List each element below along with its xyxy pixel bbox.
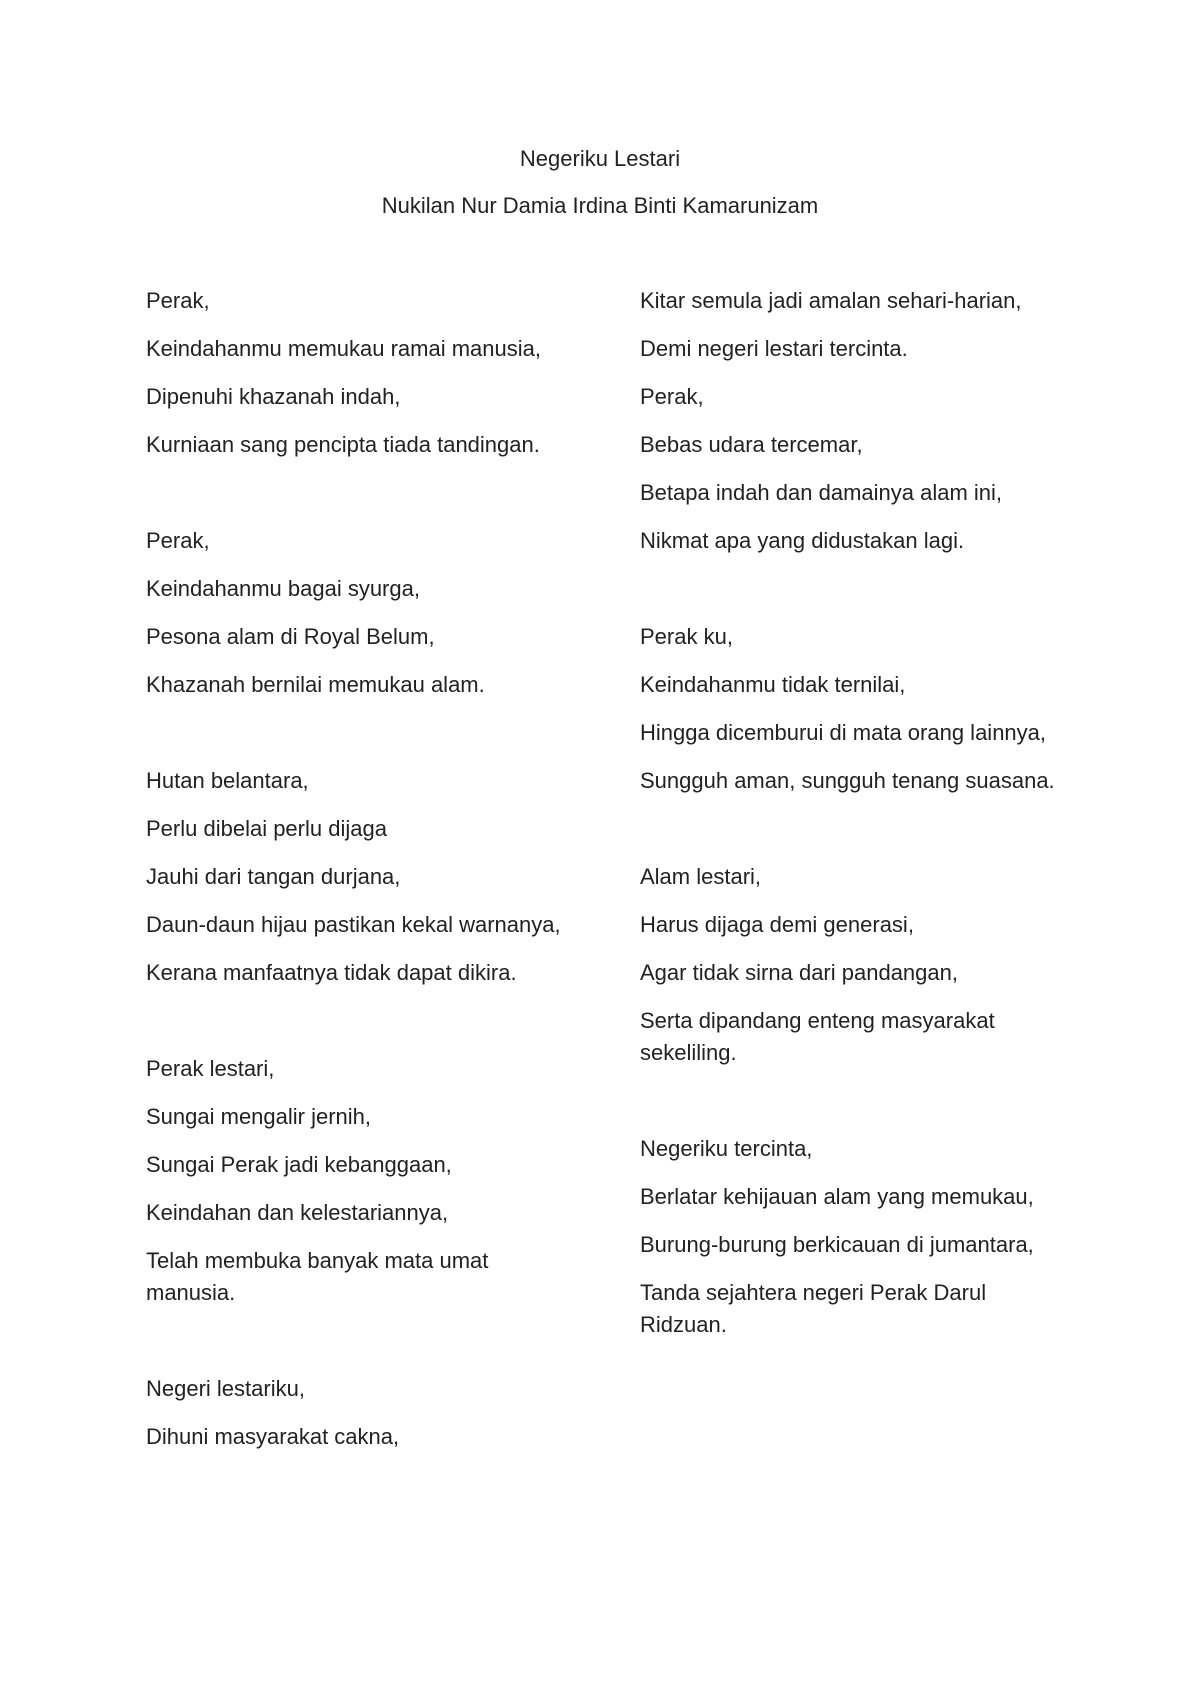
poem-line: Berlatar kehijauan alam yang memukau, [640, 1184, 1034, 1209]
poem-line: Keindahan dan kelestariannya, [146, 1200, 449, 1225]
poem-line: Telah membuka banyak mata umat manusia. [146, 1248, 489, 1305]
poem-column-left [146, 285, 576, 1469]
stanza-gap [146, 1325, 576, 1373]
poem-line: Perak, [146, 528, 210, 553]
poem-line: Harus dijaga demi generasi, [640, 912, 914, 937]
stanza [146, 285, 576, 461]
poem-line: Serta dipandang enteng masyarakat sekeliling. [640, 1008, 995, 1065]
poem-line: Sungai mengalir jernih, [146, 1104, 372, 1129]
poem-line: Kurniaan sang pencipta tiada tandingan. [146, 432, 540, 457]
poem-line: Sungguh aman, sungguh tenang suasana. [640, 768, 1055, 793]
poem-line: Tanda sejahtera negeri Perak Darul Ridzuan. [640, 1280, 987, 1337]
poem-line: Burung-burung berkicauan di jumantara, [640, 1232, 1034, 1257]
poem-title: Negeriku Lestari [519, 146, 681, 171]
author-line: Nukilan Nur Damia Irdina Binti Kamarunizam [381, 193, 819, 218]
poem-line: Jauhi dari tangan durjana, [146, 864, 401, 889]
poem-line: Demi negeri lestari tercinta. [640, 336, 908, 361]
poem-line: Pesona alam di Royal Belum, [146, 624, 435, 649]
poem-line: Perlu dibelai perlu dijaga [146, 816, 387, 841]
stanza-gap [640, 1085, 1060, 1133]
poem-line: Perak, [146, 288, 210, 313]
stanza [640, 1133, 1060, 1341]
poem-line: Perak, [640, 384, 704, 409]
stanza-gap [640, 573, 1060, 621]
poem-line: Perak ku, [640, 624, 733, 649]
poem-line: Dipenuhi khazanah indah, [146, 384, 401, 409]
poem-line: Khazanah bernilai memukau alam. [146, 672, 485, 697]
poem-line: Perak lestari, [146, 1056, 275, 1081]
stanza [640, 621, 1060, 797]
stanza [146, 765, 576, 989]
poem-line: Bebas udara tercemar, [640, 432, 863, 457]
stanza [146, 1053, 576, 1309]
poem-line: Keindahanmu tidak ternilai, [640, 672, 906, 697]
poem-line: Daun-daun hijau pastikan kekal warnanya, [146, 912, 561, 937]
poem-line: Nikmat apa yang didustakan lagi. [640, 528, 965, 553]
poem-line: Dihuni masyarakat cakna, [146, 1424, 400, 1449]
stanza [146, 525, 576, 701]
poem-line: Agar tidak sirna dari pandangan, [640, 960, 958, 985]
poem-line: Hutan belantara, [146, 768, 309, 793]
poem-line: Alam lestari, [640, 864, 762, 889]
poem-line: Negeriku tercinta, [640, 1136, 813, 1161]
stanza-gap [146, 1005, 576, 1053]
poem-line: Kitar semula jadi amalan sehari-harian, [640, 288, 1022, 313]
stanza-gap [146, 717, 576, 765]
poem-column-right [640, 285, 1060, 1357]
poem-line: Negeri lestariku, [146, 1376, 305, 1401]
poem-line: Hingga dicemburui di mata orang lainnya, [640, 720, 1047, 745]
stanza-gap [146, 477, 576, 525]
stanza [640, 861, 1060, 1069]
stanza [640, 285, 1060, 557]
poem-line: Sungai Perak jadi kebanggaan, [146, 1152, 452, 1177]
poem-line: Betapa indah dan damainya alam ini, [640, 480, 1003, 505]
stanza [146, 1373, 576, 1453]
poem-line: Keindahanmu memukau ramai manusia, [146, 336, 541, 361]
poem-line: Kerana manfaatnya tidak dapat dikira. [146, 960, 517, 985]
poem-line: Keindahanmu bagai syurga, [146, 576, 420, 601]
stanza-gap [640, 813, 1060, 861]
